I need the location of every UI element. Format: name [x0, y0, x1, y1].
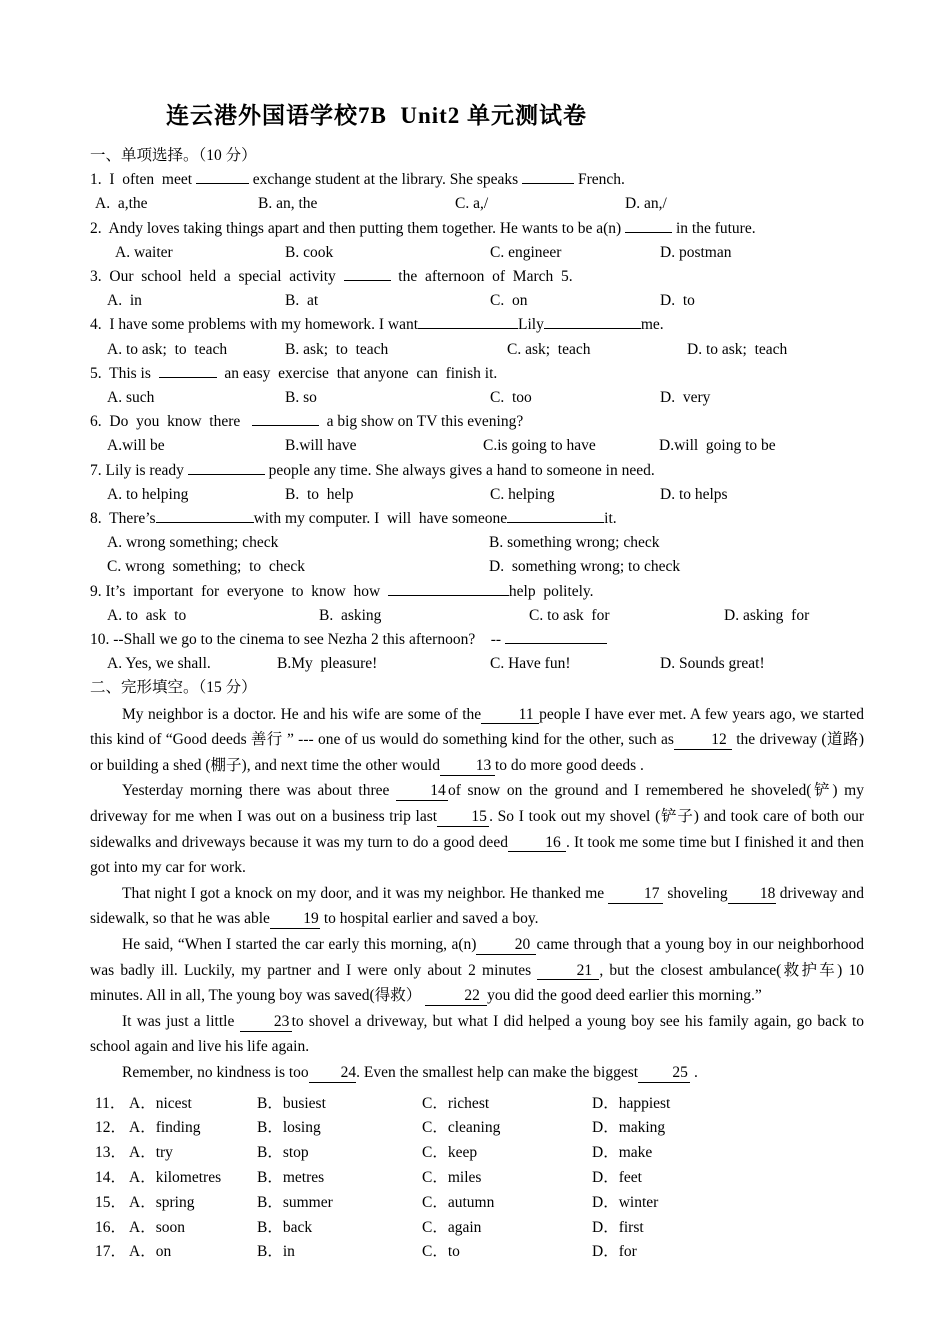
option-a: A. waiter [115, 243, 173, 261]
question-7 [90, 459, 864, 507]
option-a: A.will be [107, 437, 165, 455]
question-3-options [90, 289, 864, 313]
question-10 [90, 628, 864, 676]
option-d: D. Sounds great! [660, 655, 765, 673]
option-a: A. to ask; to teach [107, 340, 228, 358]
option-c: C. helping [490, 485, 555, 503]
question-6-options [90, 434, 864, 458]
option-c: C.is going to have [483, 437, 596, 455]
option-b: B. to help [285, 485, 354, 503]
blank-underline: 12 [674, 732, 732, 750]
option-a: A．on [129, 1243, 172, 1261]
row-number: 12． [95, 1119, 127, 1137]
option-b: B．metres [257, 1168, 325, 1186]
option-d: D．feet [592, 1168, 642, 1186]
question-9 [90, 580, 864, 628]
blank-underline [625, 232, 672, 233]
option-b: B．in [257, 1243, 295, 1261]
question-5-options [90, 386, 864, 410]
option-c: C．again [422, 1218, 482, 1236]
option-a: A. to ask to [107, 606, 187, 624]
question-6-stem: 6. Do you know there a big show on TV this evening? [90, 413, 524, 431]
question-2-stem: 2. Andy loves taking things apart and then putting them together. He wants to be a(n) in the future. [90, 219, 756, 237]
row-number: 14． [95, 1168, 127, 1186]
blank-underline: 13 [440, 758, 495, 776]
option-b: B. cook [285, 243, 334, 261]
blank-underline [522, 183, 574, 184]
blank-underline [188, 474, 265, 475]
blank-underline: 20 [476, 937, 536, 955]
question-1-stem: 1. I often meet exchange student at the library. She speaks French. [90, 171, 625, 189]
cloze-passage [90, 702, 864, 1086]
page-title: 连云港外国语学校7B Unit2 单元测试卷 [166, 103, 588, 128]
option-b: B. an, the [258, 195, 318, 213]
option-a: A．kilometres [129, 1168, 222, 1186]
row-number: 13． [95, 1144, 127, 1162]
question-10-options [90, 652, 864, 676]
option-c: C．autumn [422, 1193, 495, 1211]
blank-underline [544, 328, 641, 329]
blank-underline [418, 328, 518, 329]
option-d: D. to helps [660, 485, 728, 503]
question-8 [90, 507, 864, 580]
option-b: B．stop [257, 1144, 309, 1162]
option-a: A. a,the [95, 195, 148, 213]
option-b: B. at [285, 292, 319, 310]
blank-underline [505, 643, 607, 644]
option-b: B．losing [257, 1119, 321, 1137]
option-d: D. to ask; teach [687, 340, 788, 358]
option-b: B. ask; to teach [285, 340, 389, 358]
blank-underline: 16 [508, 835, 566, 853]
cloze-option-row-11 [90, 1092, 864, 1116]
question-4 [90, 313, 864, 361]
question-1 [90, 168, 864, 216]
blank-underline [159, 377, 217, 378]
section1-heading: 一、单项选择。（10 分） [90, 147, 257, 164]
question-5-stem: 5. This is an easy exercise that anyone can finish it. [90, 364, 498, 382]
question-4-options [90, 338, 864, 362]
option-a: A．try [129, 1144, 173, 1162]
row-number: 16． [95, 1218, 127, 1236]
question-3-stem: 3. Our school held a special activity the afternoon of March 5. [90, 268, 573, 286]
option-d: D．for [592, 1243, 637, 1261]
blank-underline [507, 522, 604, 523]
option-d: D. postman [660, 243, 732, 261]
option-d: D．make [592, 1144, 653, 1162]
option-d: D. to [660, 292, 695, 310]
option-b: B. something wrong; check [489, 534, 660, 552]
option-c: C. ask; teach [507, 340, 591, 358]
question-3 [90, 265, 864, 313]
option-c: C．cleaning [422, 1119, 501, 1137]
option-d: D．happiest [592, 1094, 671, 1112]
row-number: 15． [95, 1193, 127, 1211]
cloze-option-row-16 [90, 1216, 864, 1240]
option-d: D．first [592, 1218, 644, 1236]
option-d: D. asking for [724, 606, 810, 624]
row-number: 11． [95, 1094, 126, 1112]
option-a: A．finding [129, 1119, 201, 1137]
question-6 [90, 410, 864, 458]
option-b: B.My pleasure! [277, 655, 378, 673]
cloze-paragraph-2: Yesterday morning there was about three 14 of snow on the ground and I remembered he shoveled(铲) my driveway for me when I was out on a business trip last 15 . So I took out my shovel (铲子) and took care of both our sidewalks and driveways because it was my turn to do a good deed 16 . It took me some time but I finished it and then got into my car for work. [90, 782, 865, 877]
option-c: C．keep [422, 1144, 478, 1162]
question-2-options [90, 241, 864, 265]
option-d: D. an,/ [625, 195, 667, 213]
cloze-option-row-13 [90, 1141, 864, 1165]
blank-underline: 21 [537, 963, 599, 981]
option-b: B．back [257, 1218, 313, 1236]
option-c: C. engineer [490, 243, 562, 261]
blank-underline: 17 [608, 886, 663, 904]
option-c: C. to ask for [529, 606, 610, 624]
blank-underline [252, 425, 319, 426]
option-a: A．soon [129, 1218, 185, 1236]
option-c: C. a,/ [455, 195, 489, 213]
option-a: A. in [107, 292, 142, 310]
option-d: D．making [592, 1119, 666, 1137]
cloze-paragraph-5: It was just a little 23 to shovel a driveway, but what I did helped a young boy see his family again, go back to school again and live his life again. [90, 1012, 865, 1056]
option-b: B．busiest [257, 1094, 326, 1112]
cloze-paragraph-6: Remember, no kindness is too 24. Even the smallest help can make the biggest 25 . [122, 1063, 698, 1081]
question-9-options [90, 604, 864, 628]
question-10-stem: 10. --Shall we go to the cinema to see Nezha 2 this afternoon? -- [90, 628, 864, 652]
cloze-paragraph-3: That night I got a knock on my door, and it was my neighbor. He thanked me 17 shoveling 18 driveway and sidewalk, so that he was able 19 to hospital earlier and saved a boy. [90, 884, 864, 928]
blank-underline [196, 183, 249, 184]
option-a: A. to helping [107, 485, 189, 503]
option-c: C. too [490, 389, 532, 407]
option-b: B．summer [257, 1193, 333, 1211]
option-c: C. on [490, 292, 528, 310]
option-a: A．spring [129, 1193, 195, 1211]
option-b: B.will have [285, 437, 357, 455]
question-7-stem: 7. Lily is ready people any time. She always gives a hand to someone in need. [90, 461, 655, 479]
question-9-stem: 9. It’s important for everyone to know how help politely. [90, 582, 594, 600]
blank-underline: 18 [728, 886, 776, 904]
option-d: D. very [660, 389, 711, 407]
option-a: A．nicest [129, 1094, 192, 1112]
option-d: D.will going to be [659, 437, 776, 455]
blank-underline: 14 [396, 783, 448, 801]
question-8-stem: 8. There’s with my computer. I will have someone it. [90, 510, 617, 528]
section2-heading: 二、完形填空。（15 分） [90, 679, 257, 697]
option-c: C．richest [422, 1094, 490, 1112]
question-4-stem: 4. I have some problems with my homework. I want Lily me. [90, 316, 664, 334]
question-1-options [90, 192, 864, 216]
blank-underline: 19 [270, 911, 320, 929]
option-c: C．to [422, 1243, 460, 1261]
option-c: C．miles [422, 1168, 482, 1186]
blank-underline: 22 [425, 988, 487, 1006]
option-d: D．winter [592, 1193, 659, 1211]
option-c: C. Have fun! [490, 655, 571, 673]
option-b: B. so [285, 389, 317, 407]
question-5 [90, 362, 864, 410]
option-b: B. asking [319, 606, 382, 624]
option-a: A. such [107, 389, 155, 407]
cloze-option-row-12 [90, 1116, 864, 1140]
question-8-options [90, 531, 864, 579]
question-2 [90, 217, 864, 265]
blank-underline: 23 [240, 1014, 292, 1032]
blank-underline [388, 595, 509, 596]
cloze-option-row-14 [90, 1166, 864, 1190]
cloze-option-row-17 [90, 1240, 864, 1264]
row-number: 17． [95, 1243, 127, 1261]
option-d: D. something wrong; to check [489, 558, 681, 576]
blank-underline: 25 [638, 1065, 690, 1083]
blank-underline: 24 [309, 1065, 357, 1083]
blank-underline: 11 [481, 707, 539, 725]
question-7-options [90, 483, 864, 507]
option-a: A. wrong something; check [107, 534, 279, 552]
blank-underline [156, 522, 254, 523]
cloze-options [90, 1092, 864, 1265]
blank-underline: 15 [437, 809, 489, 827]
option-c: C. wrong something; to check [107, 558, 306, 576]
blank-underline [344, 280, 391, 281]
cloze-paragraph-1: My neighbor is a doctor. He and his wife are some of the 11 people I have ever met. A few years ago, we started this kind of “Good deeds 善行 ” --- one of us would do something kind for the other, such as 12 the driveway (道路) or building a shed (棚子), and next time the other would 13 to do more good deeds . [90, 705, 864, 774]
cloze-paragraph-4: He said, “When I started the car early this morning, a(n) 20 came through that a young boy in our neighborhood was badly ill. Luckily, my partner and I were only about 2 minutes 21 , but the closest ambulance(救护车) 10 minutes. All in all, The young boy was saved(得救） 22 you did the good deed earlier this morning.” [90, 936, 865, 1005]
cloze-option-row-15 [90, 1191, 864, 1215]
option-a: A. Yes, we shall. [107, 655, 211, 673]
